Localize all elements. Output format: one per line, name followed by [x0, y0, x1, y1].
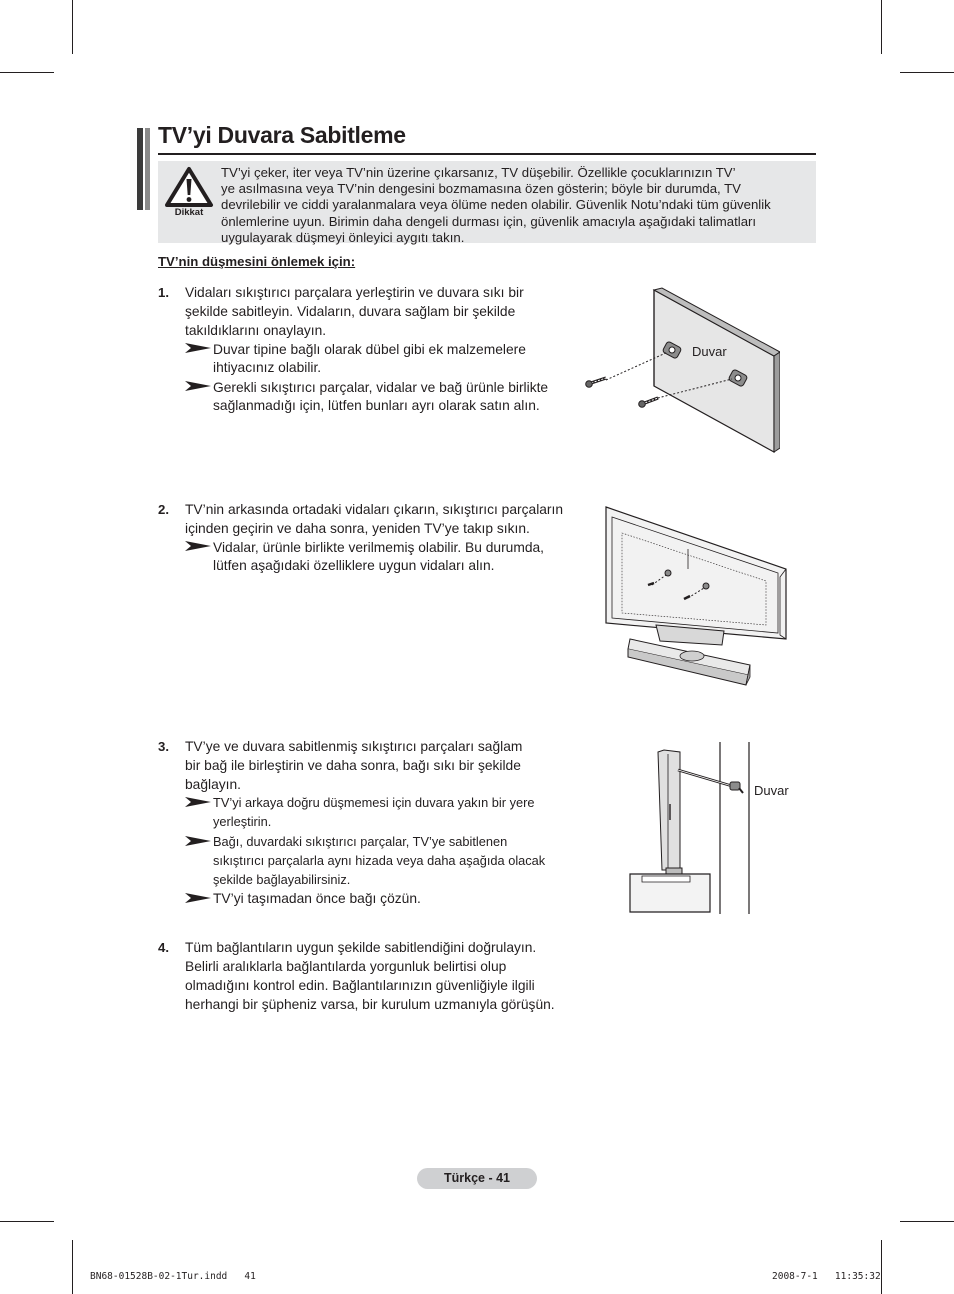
crop-mark [72, 0, 73, 54]
footer-date: 2008-7-1 11:35:32 [772, 1271, 881, 1282]
caution-label: Dikkat [174, 207, 204, 218]
step-number: 2. [158, 502, 169, 517]
page-number: Türkçe - 41 [417, 1168, 537, 1189]
note-text: Bağı, duvardaki sıkıştırıcı parçalar, TV’ye sabitlenen sıkıştırıcı parçalarla aynı hizada veya daha aşağıda olacak şekilde bağlayabilirsiniz. [213, 834, 546, 887]
note-arrow-icon [185, 342, 213, 354]
tv-rear-illustration [604, 505, 788, 689]
crop-mark [881, 1240, 882, 1294]
note-text: Duvar tipine bağlı olarak dübel gibi ek malzemelere ihtiyacınız olabilir. [213, 342, 526, 375]
wall-label: Duvar [754, 783, 789, 798]
section-subheading: TV’nin düşmesini önlemek için: [158, 254, 356, 269]
note-arrow-icon [185, 380, 213, 392]
wall-clamp-illustration [584, 286, 780, 456]
crop-mark [881, 0, 882, 54]
note-arrow-icon [185, 892, 213, 904]
note-arrow-icon [185, 796, 213, 808]
warning-triangle-icon [164, 166, 214, 208]
tv-clamp [703, 583, 709, 589]
note-text: Gerekli sıkıştırıcı parçalar, vidalar ve bağ ürünle birlikte sağlanmadığı için, lütfen bunları ayrı olarak satın alın. [213, 380, 549, 413]
crop-mark [900, 72, 954, 73]
step-number: 1. [158, 285, 169, 300]
footer-file: BN68-01528B-02-1Tur.indd 41 [90, 1271, 256, 1282]
note-arrow-icon [185, 835, 213, 847]
step-number: 4. [158, 940, 169, 955]
crop-mark [900, 1221, 954, 1222]
note-text: Vidalar, ürünle birlikte verilmemiş olabilir. Bu durumda, lütfen aşağıdaki özelliklere uygun vidaları alın. [213, 540, 545, 573]
crop-mark [72, 1240, 73, 1294]
step-text: Tüm bağlantıların uygun şekilde sabitlendiğini doğrulayın. Belirli aralıklarla bağlantılarda yorgunluk belirtisi olup olmadığını kontrol edin. Bağlantılarınızın güvenliğiyle ilgili herhangi bir şüpheniz varsa, bir kurulum uzmanıyla görüşün. [185, 940, 555, 1012]
step-number: 3. [158, 739, 169, 754]
note-text: TV’yi arkaya doğru düşmemesi için duvara yakın bir yere yerleştirin. [213, 795, 535, 829]
step-text: TV’nin arkasında ortadaki vidaları çıkarın, sıkıştırıcı parçaların içinden geçirin ve daha sonra, yeniden TV’ye takıp sıkın. [185, 502, 564, 536]
crop-mark [0, 1221, 54, 1222]
tv-side-view-illustration [624, 740, 754, 916]
page-title: TV’yi Duvara Sabitleme [158, 122, 406, 148]
screw [586, 378, 606, 387]
wall-label: Duvar [692, 344, 727, 359]
crop-mark [0, 72, 54, 73]
note-text: TV’yi taşımadan önce bağı çözün. [213, 891, 421, 906]
title-rule [158, 153, 816, 155]
step-text: TV’ye ve duvara sabitlenmiş sıkıştırıcı parçaları sağlam bir bağ ile birleştirin ve daha sonra, bağı sıkı bir şekilde bağlayın. [185, 739, 523, 792]
step-text: Vidaları sıkıştırıcı parçalara yerleştirin ve duvara sıkı bir şekilde sabitleyin. Vidaların, duvara sağlam bir şekilde takıldıklarını onaylayın. [185, 285, 524, 338]
heading-bar-dark [137, 128, 143, 210]
heading-bar-light [145, 128, 150, 210]
note-arrow-icon [185, 540, 213, 552]
caution-text: TV’yi çeker, iter veya TV’nin üzerine çıkarsanız, TV düşebilir. Özellikle çocuklarınızın TV’ ye asılmasına veya TV’nin dengesini bozmamasına özen gösterin; böyle bir durumda, TV devrilebilir ve ciddi yaralanmalara veya ölüme neden olabilir. Güvenlik Notu’ndaki tüm güvenlik önlemlerine uyun. Birimin daha dengeli durması için, güvenlik amacıyla aşağıdaki talimatları uygulayarak düşmeyi önleyici aygıtı takın. [221, 165, 771, 245]
screw [639, 398, 658, 407]
